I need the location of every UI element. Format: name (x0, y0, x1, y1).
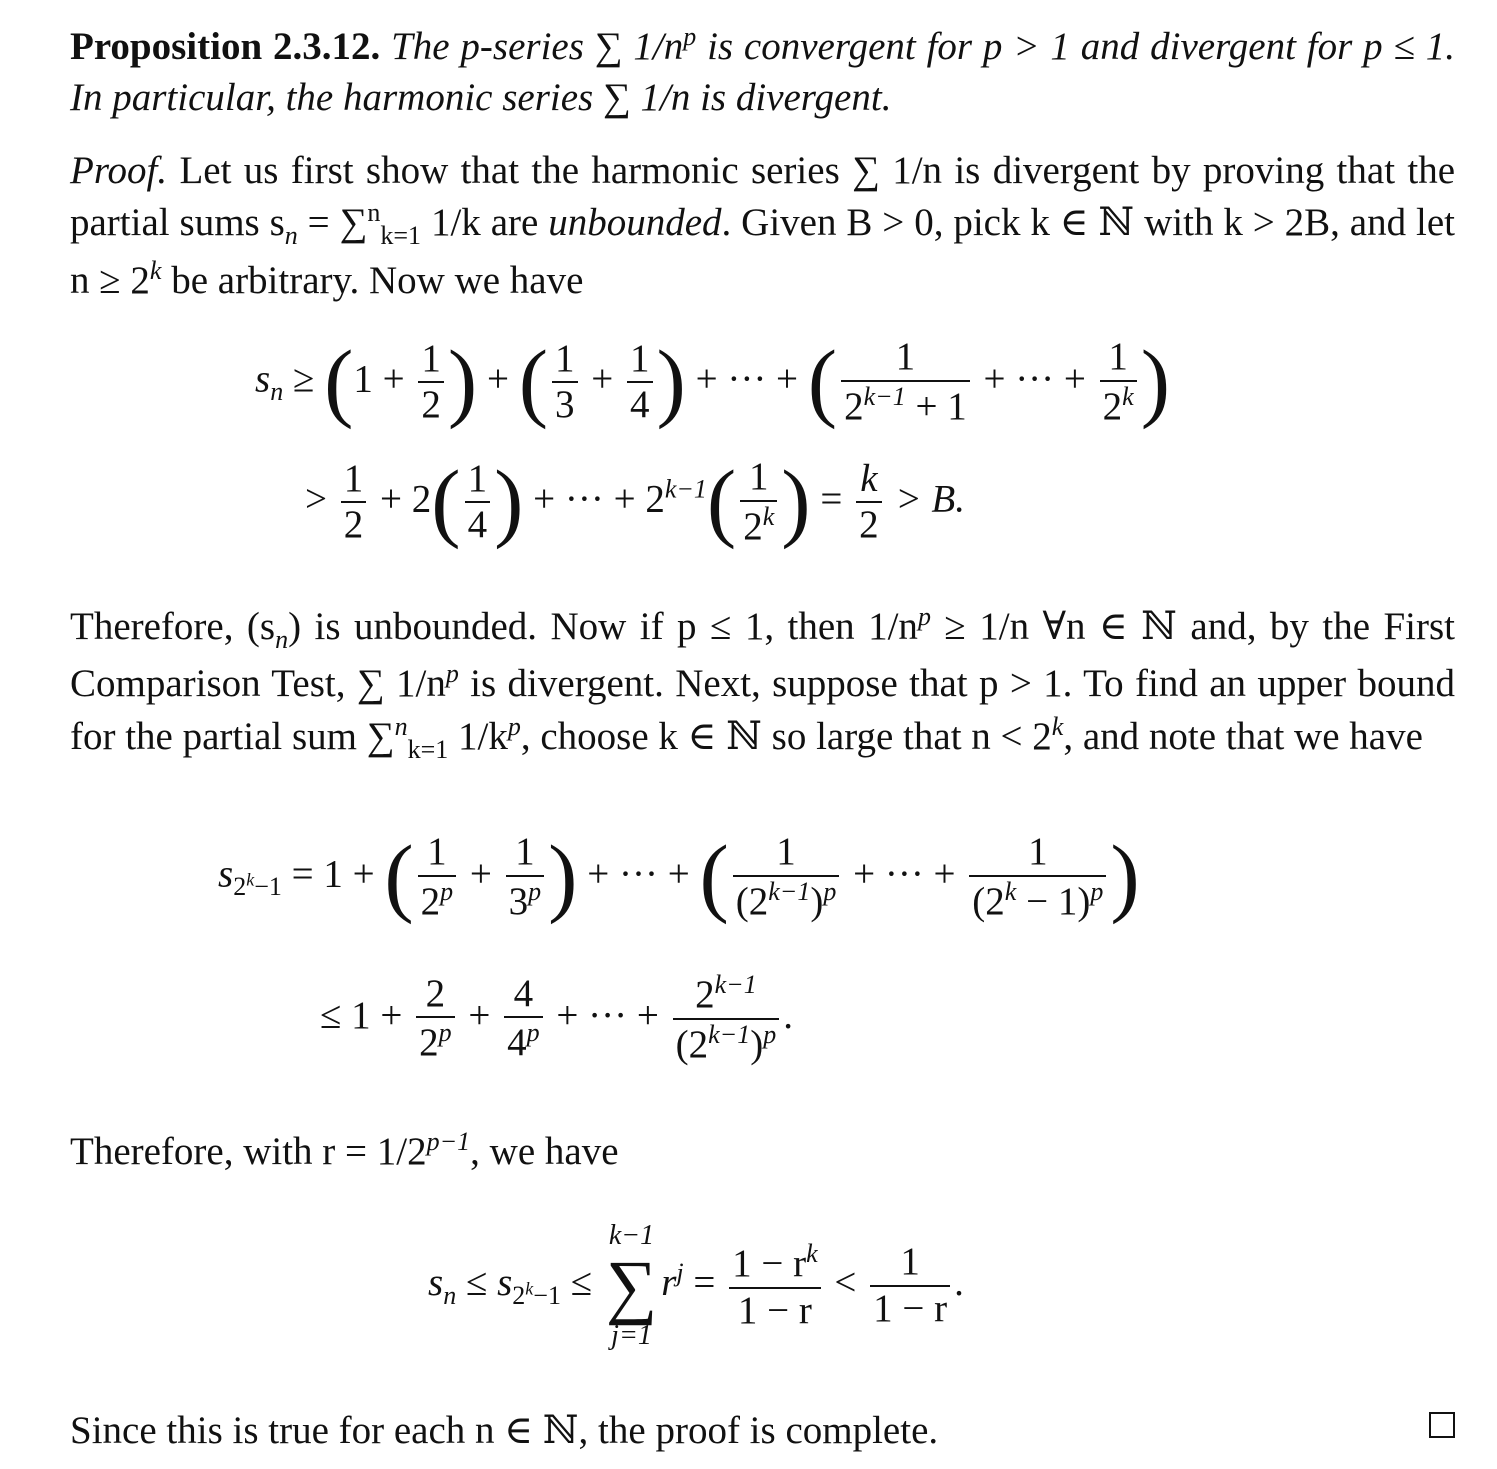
frac-den (740, 500, 777, 550)
para2-text-c: ≥ 1/n ∀n ∈ ℕ and, by the First Comparison Test, ∑ 1/n (70, 605, 1455, 706)
frac-den (969, 875, 1106, 925)
frac-1-2k (740, 455, 777, 550)
frac-1-3 (552, 337, 578, 429)
proof-text-a: Let us first show that the harmonic series ∑ 1/n is divergent by proving that the partial sums s (70, 149, 1456, 245)
sum-bottom-limit: j=1 (611, 1320, 652, 1351)
frac-1-4 (465, 457, 491, 549)
den-base: 4 (507, 1021, 527, 1065)
eq3-lt: < (824, 1260, 867, 1304)
proposition-label: Proposition 2.3.12. (70, 25, 381, 68)
eq2-dots: + ··· + (843, 852, 966, 896)
frac-den: 2 (856, 501, 882, 548)
eq2-dots: + ··· + (577, 852, 700, 896)
eq1-one: 1 (353, 357, 373, 401)
den-sup: k−1 (708, 1019, 751, 1049)
frac-1-rk-1-r (729, 1239, 821, 1334)
sub-sup: k (525, 1278, 534, 1299)
frac-1-2 (418, 337, 444, 429)
eq2-lhs-sub (233, 869, 282, 902)
proof-text-e: be arbitrary. Now we have (161, 258, 584, 302)
para2-sup-p: p (507, 711, 521, 741)
proof-sub-n: n (284, 221, 298, 251)
proof-text-b: = ∑ (297, 201, 368, 245)
eq2-line2-start: ≤ 1 + (320, 993, 413, 1037)
equation-1-line-1 (255, 335, 1170, 430)
sub-tail: −1 (254, 872, 282, 902)
proposition-text-1: The p-series ∑ 1/n (391, 25, 684, 68)
equation-2-line-1 (218, 830, 1140, 925)
eq3-period: . (954, 1260, 964, 1304)
eq2-lhs: s (218, 852, 234, 896)
eq1-rel: ≥ (283, 357, 325, 401)
frac-num: k (860, 456, 878, 500)
proof-sum-sub: k=1 (380, 221, 422, 251)
proposition-text-2: is convergent for p > 1 and divergent for p ≤ 1. In particular, the harmonic series ∑ 1/n is divergent. (70, 25, 1455, 120)
frac-num: 1 (515, 830, 535, 873)
den-base: 2 (1102, 384, 1123, 428)
sum-top-limit: k−1 (608, 1220, 655, 1251)
frac-1-2k (1100, 335, 1137, 430)
frac-den (1100, 380, 1137, 430)
frac-num (729, 1239, 821, 1287)
den-sup: k−1 (863, 381, 906, 411)
frac-1-1-r (870, 1240, 950, 1332)
frac-den: 3 (552, 381, 578, 428)
frac-num: 1 (467, 456, 488, 500)
proof-sum-sup: n (367, 198, 381, 228)
para2-text-b: ) is unbounded. Now if p ≤ 1, then 1/n (288, 605, 918, 648)
den-base: 3 (508, 879, 529, 923)
den-close: ) (750, 1022, 764, 1066)
proof-unbounded: unbounded (548, 201, 722, 245)
frac-den (416, 1016, 455, 1066)
den-base: 2 (844, 384, 864, 428)
frac-den: 4 (465, 501, 491, 548)
para2-sup-p: p (917, 602, 931, 631)
qed-square-icon (1429, 1412, 1455, 1438)
frac-den (841, 380, 970, 430)
frac-num: 1 (1028, 830, 1048, 873)
eq1-lhs-sub: n (270, 377, 284, 407)
eq2-plus: + (460, 852, 502, 896)
frac-num: 1 (749, 455, 769, 498)
sub-base: 2 (512, 1280, 526, 1310)
frac-num: 1 (427, 830, 447, 873)
den-sup: k (1122, 381, 1134, 411)
paren-open: ( (807, 333, 838, 431)
para2-sup-k: k (1051, 711, 1064, 741)
frac-den: 1 − r (870, 1285, 950, 1332)
paren-close: ) (656, 333, 686, 431)
paren-open: ( (324, 333, 354, 431)
frac-num: 2 (425, 971, 446, 1015)
num-sup: k (806, 1238, 818, 1268)
equation-2-line-2 (320, 970, 793, 1068)
frac-num: 1 (343, 456, 364, 500)
frac-1-2p (418, 830, 457, 925)
para2-sum-sup: n (394, 711, 408, 741)
den-sup: k (1004, 876, 1017, 906)
frac-den (418, 875, 457, 925)
frac-num: 1 (555, 336, 575, 380)
para2-text-e: 1/k (448, 714, 508, 758)
para2-text-g: , and note that we have (1063, 714, 1423, 758)
para3-sup: p−1 (426, 1127, 471, 1156)
eq1-coef: 2 (411, 477, 432, 521)
sub-base: 2 (233, 872, 247, 902)
eq1-plus: + (370, 477, 412, 521)
den-close: − 1) (1016, 879, 1091, 923)
frac-den: 2 (341, 501, 367, 548)
frac-den (733, 875, 840, 925)
eq3-rel1: ≤ (456, 1260, 498, 1304)
eq1-dots: + ··· + (973, 357, 1096, 401)
paren-open: ( (518, 333, 549, 431)
proof-label: Proof. (70, 149, 168, 192)
frac-2k1-2k1p (673, 970, 780, 1068)
den-open: (2 (735, 879, 769, 923)
para2-text-f: , choose k ∈ ℕ so large that n < 2 (520, 714, 1052, 758)
eq1-coef-last: 2 (645, 477, 665, 521)
paren-close: ) (781, 453, 811, 551)
para3-text-b: , we have (470, 1130, 619, 1173)
den-p: p (823, 876, 837, 906)
eq3-lhs: s (428, 1260, 444, 1304)
paren-close: ) (1110, 828, 1140, 926)
sub-tail: −1 (533, 1280, 561, 1310)
eq2-eq: = 1 + (281, 852, 385, 896)
frac-1-3p (506, 830, 545, 925)
proof-text-d: . Given B > 0, pick k ∈ ℕ with k > 2B, and let n ≥ 2 (70, 201, 1455, 302)
frac-1-2k1p (733, 830, 840, 925)
eq1-line2-rel: > (305, 477, 337, 521)
para2-sum-sub: k=1 (407, 734, 449, 764)
den-sup: k (762, 501, 775, 531)
para2-text-a: Therefore, (s (70, 605, 276, 648)
eq1-plus: + (372, 357, 415, 401)
eq1-coef-last-sup: k−1 (664, 474, 707, 504)
para2-sup-p: p (445, 659, 459, 689)
num-text: 1 − r (732, 1241, 807, 1285)
paragraph-2 (70, 600, 1455, 767)
eq1-dots: + ··· + (685, 357, 808, 401)
frac-den: 1 − r (729, 1287, 821, 1334)
den-p: p (763, 1019, 777, 1049)
eq1-gt: > B. (885, 477, 965, 521)
eq3-term-sup: j (676, 1257, 684, 1287)
eq1-dots: + ··· + (523, 477, 646, 521)
proposition-exp: p (683, 22, 697, 51)
frac-den (504, 1016, 543, 1066)
para2-sub-n: n (275, 624, 289, 654)
paren-close: ) (494, 453, 524, 551)
eq3-term: r (661, 1260, 677, 1304)
eq1-plus: + (581, 357, 624, 401)
frac-2-2p (416, 972, 455, 1067)
eq1-lhs: s (255, 357, 271, 401)
frac-num: 1 (900, 1240, 920, 1284)
frac-den: 2 (418, 381, 444, 428)
den-sup: p (528, 876, 542, 906)
den-base: 2 (420, 879, 441, 923)
frac-den: 4 (627, 381, 653, 428)
paren-open: ( (384, 828, 414, 926)
frac-num: 1 (895, 335, 916, 378)
den-open: (2 (675, 1022, 709, 1066)
den-p: p (1090, 876, 1104, 906)
den-sup: p (438, 1018, 452, 1048)
paren-close: ) (1140, 333, 1171, 431)
eq3-eq: = (683, 1260, 726, 1304)
equation-1-line-2 (305, 455, 965, 550)
frac-1-2k-1p (969, 830, 1106, 925)
den-sup: p (526, 1018, 540, 1048)
frac-num: 1 (776, 830, 796, 873)
frac-1-2 (341, 457, 367, 549)
frac-4-4p (504, 972, 543, 1067)
para2-text-d: is divergent. Next, suppose that p > 1. To find an upper bound for the partial sum ∑ (70, 662, 1455, 758)
closing-line (70, 1405, 1455, 1456)
paren-open: ( (706, 453, 737, 551)
proof-sup-k: k (149, 255, 162, 285)
den-sup: p (440, 876, 454, 906)
closing-text: Since this is true for each n ∈ ℕ, the proof is complete. (70, 1409, 939, 1452)
paren-close: ) (447, 333, 478, 431)
frac-den (506, 875, 545, 925)
frac-num: 4 (513, 971, 534, 1015)
frac-num: 1 (1108, 335, 1128, 378)
eq3-s2-sub (512, 1278, 561, 1310)
frac-num (673, 970, 780, 1018)
den-open: (2 (972, 879, 1005, 923)
equation-3 (428, 1222, 964, 1350)
frac-k-2 (856, 457, 882, 549)
paragraph-3 (70, 1125, 1455, 1177)
paren-close: ) (548, 828, 578, 926)
proof-paragraph-1 (70, 145, 1455, 306)
eq3-lhs-sub: n (443, 1280, 457, 1310)
den-tail: + 1 (905, 384, 967, 428)
num-base: 2 (695, 973, 715, 1016)
paren-open: ( (431, 453, 461, 551)
eq2-period: . (783, 993, 793, 1037)
para3-text-a: Therefore, with r = 1/2 (70, 1130, 427, 1173)
eq3-s2: s (497, 1260, 513, 1304)
den-base: 2 (743, 504, 763, 548)
eq2-dots: + ··· + (546, 993, 669, 1037)
sub-sup: k (246, 869, 255, 890)
den-close: ) (810, 879, 824, 923)
frac-num: 1 (630, 336, 650, 380)
den-sup: k−1 (768, 876, 811, 906)
den-base: 2 (419, 1021, 439, 1065)
frac-1-4 (627, 337, 653, 429)
sum-operator (606, 1222, 657, 1350)
frac-den (673, 1018, 780, 1068)
proposition-statement (70, 20, 1455, 124)
sigma-icon: ∑ (605, 1246, 658, 1326)
proof-text-c: 1/k are (421, 201, 549, 245)
paren-open: ( (699, 828, 729, 926)
frac-num: 1 (421, 336, 441, 380)
eq1-plus: + (477, 357, 519, 401)
frac-1-2k1-plus-1 (841, 335, 970, 430)
eq2-plus: + (458, 993, 501, 1037)
num-sup: k−1 (714, 970, 757, 999)
eq1-equals: = (810, 477, 853, 521)
eq3-rel2: ≤ (560, 1260, 602, 1304)
